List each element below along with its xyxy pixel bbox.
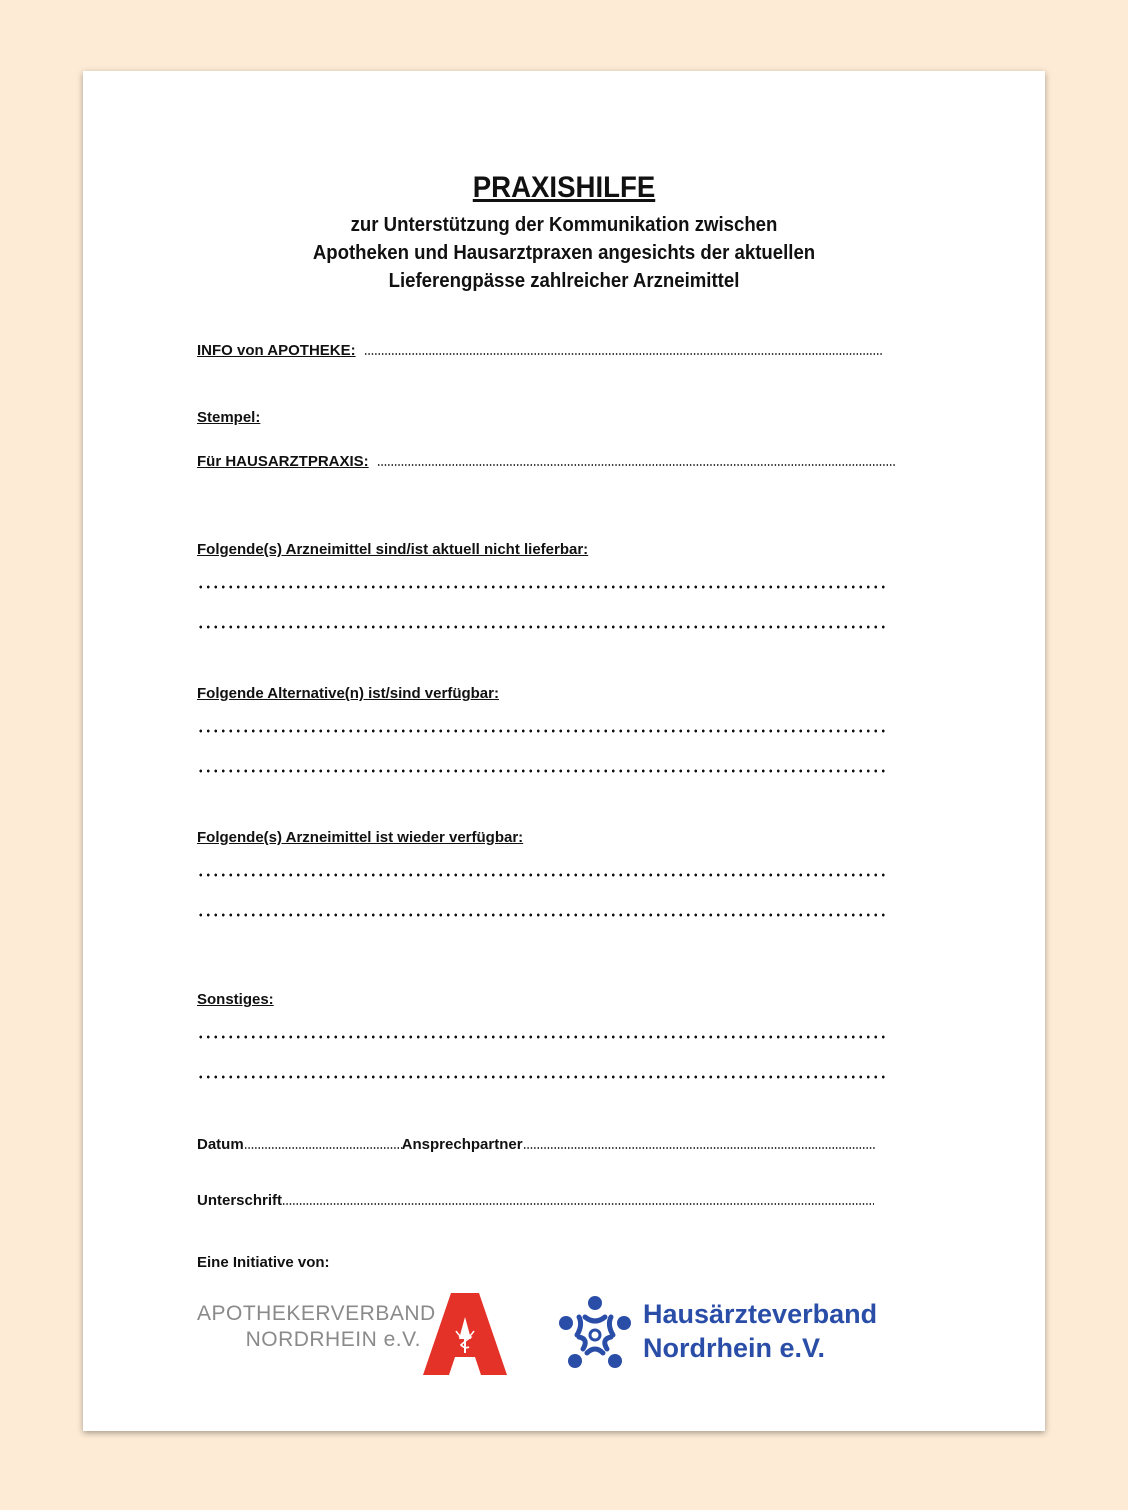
datum-row (197, 1136, 875, 1153)
apothekerverband-line-1: APOTHEKERVERBAND (197, 1302, 436, 1325)
datum-label: Datum (197, 1136, 244, 1153)
subtitle-line: Apotheken und Hausarztpraxen angesichts der aktuellen (312, 242, 816, 264)
section-alternatives-label: Folgende Alternative(n) ist/sind verfügbar: (197, 685, 499, 702)
ansprechpartner-label: Ansprechpartner (401, 1136, 523, 1153)
section-available-again-label: Folgende(s) Arzneimittel ist wieder verfügbar: (197, 829, 524, 846)
alternatives-line-2[interactable] (197, 757, 885, 779)
available-again-line-2[interactable] (197, 901, 885, 923)
not-available-line-2[interactable] (197, 613, 885, 635)
hausaerzteverband-emblem-icon (555, 1295, 635, 1373)
document-title: PRAXISHILFE (472, 171, 656, 204)
info-apotheke-label: INFO von APOTHEKE: (197, 342, 356, 359)
hausarztpraxis-field[interactable] (377, 463, 895, 467)
hausarztpraxis-row (197, 453, 895, 470)
other-line-2[interactable] (197, 1063, 885, 1085)
unterschrift-field[interactable] (282, 1202, 874, 1206)
section-available-again (197, 829, 523, 846)
document-subtitle (83, 211, 1045, 295)
apothekerverband-line-2: NORDRHEIN e.V. (245, 1328, 421, 1351)
stempel-label: Stempel: (197, 409, 261, 426)
form-page (83, 71, 1045, 1431)
info-apotheke-row (197, 342, 882, 359)
section-other-label: Sonstiges: (197, 991, 274, 1008)
hausaerzteverband-line-2: Nordrhein e.V. (643, 1333, 826, 1363)
apothekerverband-logo (197, 1293, 507, 1383)
ansprechpartner-field[interactable] (523, 1146, 875, 1150)
section-other (197, 991, 274, 1008)
section-alternatives (197, 685, 499, 702)
datum-field[interactable] (244, 1146, 402, 1150)
hausaerzteverband-logo (555, 1293, 915, 1383)
not-available-line-1[interactable] (197, 573, 885, 595)
apothekerverband-name (197, 1301, 436, 1353)
hausarztpraxis-label: Für HAUSARZTPRAXIS: (197, 453, 369, 470)
apotheke-a-icon (423, 1293, 507, 1375)
section-not-available (197, 541, 588, 558)
unterschrift-label: Unterschrift (197, 1192, 283, 1209)
stempel-row (197, 409, 260, 426)
initiative-label: Eine Initiative von: (197, 1254, 330, 1271)
hausaerzteverband-line-1: Hausärzteverband (643, 1299, 878, 1329)
initiative-row (197, 1254, 330, 1271)
section-not-available-label: Folgende(s) Arzneimittel sind/ist aktuell nicht lieferbar: (197, 541, 589, 558)
subtitle-line: zur Unterstützung der Kommunikation zwischen (350, 214, 778, 236)
subtitle-line: Lieferengpässe zahlreicher Arzneimittel (388, 270, 740, 292)
other-line-1[interactable] (197, 1023, 885, 1045)
hausaerzteverband-name (643, 1297, 877, 1365)
alternatives-line-1[interactable] (197, 717, 885, 739)
unterschrift-row (197, 1192, 874, 1209)
available-again-line-1[interactable] (197, 861, 885, 883)
info-apotheke-field[interactable] (364, 352, 882, 356)
